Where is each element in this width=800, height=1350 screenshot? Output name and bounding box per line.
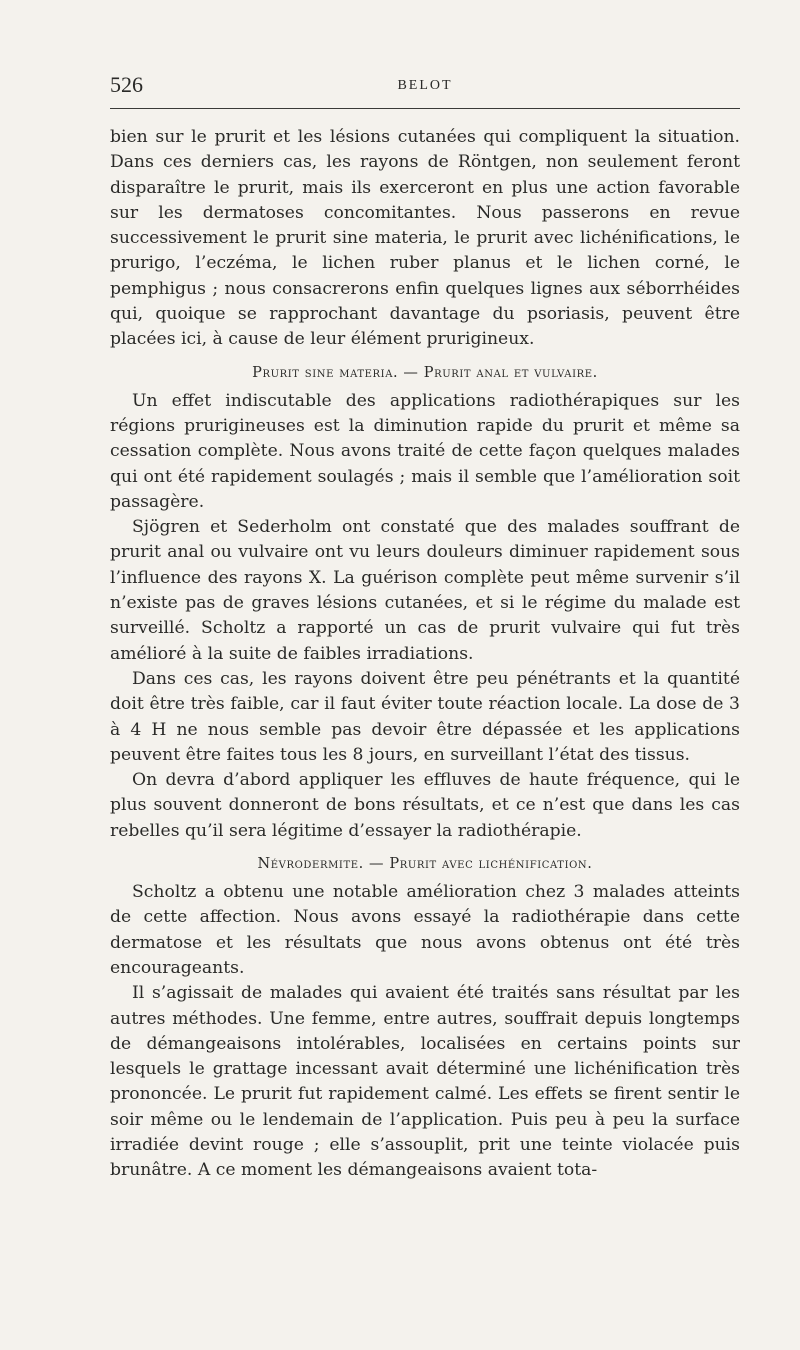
body-text <box>110 125 740 1184</box>
page-header <box>110 68 740 109</box>
paragraph-effet: Un effet indiscutable des applications radiothérapiques sur les régions prurigineuses est la diminution rapide du prurit et même sa cessation complète. Nous avons traité de cette façon quelques malades qui ont été rapidement soulagés ; mais il semble que l’amélioration soit passagère. <box>110 390 740 512</box>
paragraph-scholtz: Scholtz a obtenu une notable amélioration chez 3 malades atteints de cette affection. Nous avons essayé la radiothérapie dans cette dermatose et les résultats que nous avons obtenus ont été très encourageants. <box>110 882 740 978</box>
running-head: BELOT <box>397 78 453 93</box>
section-heading-prurit: Prurit sine materia. — Prurit anal et vulvaire. <box>252 364 598 381</box>
page-number: 526 <box>110 72 143 97</box>
paragraph-dose: Dans ces cas, les rayons doivent être peu pénétrants et la quantité doit être très faible, car il faut éviter toute réaction locale. La dose de 3 à 4 H ne nous semble pas devoir être dépassée et les applications peuvent être faites tous les 8 jours, en surveillant l’état des tissus. <box>110 668 740 765</box>
paragraph-effluves: On devra d’abord appliquer les effluves de haute fréquence, qui le plus souvent donneront de bons résultats, et ce n’est que dans les cas rebelles qu’il sera légitime d’essayer la radiothérapie. <box>110 770 740 841</box>
paragraph-sjogren: Sjögren et Sederholm ont constaté que des malades souffrant de prurit anal ou vulvaire ont vu leurs douleurs diminuer rapidement sous l’influence des rayons X. La guérison complète peut même survenir s’il n’existe pas de graves lésions cutanées, et si le régime du malade est surveillé. Scholtz a rapporté un cas de prurit vulvaire qui fut très amélioré à la suite de faibles irradiations. <box>110 517 740 664</box>
section-heading-nevrodermite: Névrodermite. — Prurit avec lichénification. <box>257 856 593 873</box>
paragraph-malades: Il s’agissait de malades qui avaient été traités sans résultat par les autres méthodes. Une femme, entre autres, souffrait depuis longtemps de démangeaisons intolérables, localisées en certains points sur lesquels le grattage incessant avait déterminé une lichénification très prononcée. Le prurit fut rapidement calmé. Les effets se firent sentir le soir même ou le lendemain de l’application. Puis peu à peu la surface irradiée devint rouge ; elle s’assouplit, prit une teinte violacée puis brunâtre. A ce moment les démangeaisons avaient tota- <box>110 983 740 1181</box>
paragraph-intro: bien sur le prurit et les lésions cutanées qui compliquent la situation. Dans ces derniers cas, les rayons de Röntgen, non seulement feront disparaître le prurit, mais ils exerceront en plus une action favorable sur les dermatoses concomitantes. Nous passerons en revue successivement le prurit sine materia, le prurit avec lichénifications, le prurigo, l’eczéma, le lichen ruber planus et le lichen corné, le pemphigus ; nous consacrerons enfin quelques lignes aux séborrhéides qui, quoique se rapprochant davantage du psoriasis, peuvent être placées ici, à cause de leur élément prurigineux. <box>110 127 740 350</box>
